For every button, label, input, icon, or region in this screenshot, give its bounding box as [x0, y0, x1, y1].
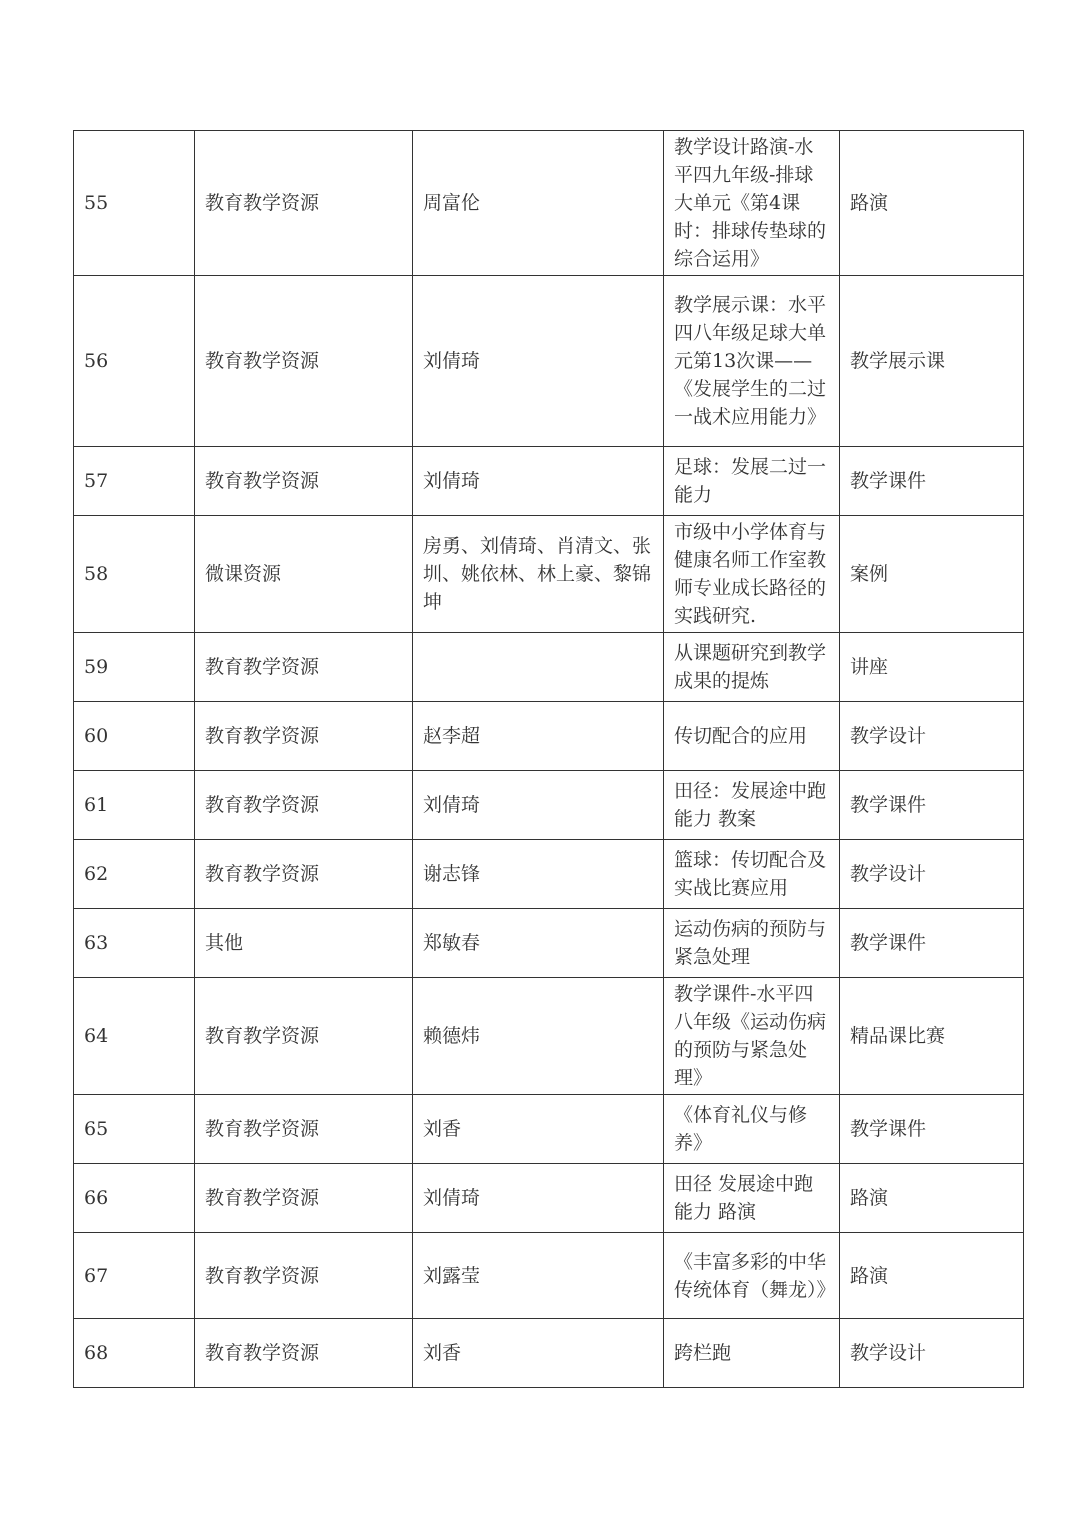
- resource-table: [73, 130, 1024, 1388]
- cell-number: 65: [74, 1095, 195, 1164]
- cell-type: 教学课件: [840, 909, 1024, 978]
- cell-author: 房勇、刘倩琦、肖清文、张圳、姚依林、林上豪、黎锦坤: [413, 516, 664, 633]
- cell-author: 郑敏春: [413, 909, 664, 978]
- table-row: [74, 909, 1024, 978]
- cell-author: 刘香: [413, 1095, 664, 1164]
- cell-category: 教育教学资源: [195, 1095, 413, 1164]
- cell-type: 路演: [840, 1164, 1024, 1233]
- cell-category: 教育教学资源: [195, 633, 413, 702]
- cell-number: 61: [74, 771, 195, 840]
- cell-number: 58: [74, 516, 195, 633]
- table-row: [74, 771, 1024, 840]
- cell-type: 路演: [840, 1233, 1024, 1319]
- cell-number: 62: [74, 840, 195, 909]
- cell-type: 路演: [840, 131, 1024, 276]
- cell-number: 60: [74, 702, 195, 771]
- cell-number: 68: [74, 1319, 195, 1388]
- cell-number: 59: [74, 633, 195, 702]
- cell-author: 刘倩琦: [413, 771, 664, 840]
- cell-type: 教学课件: [840, 447, 1024, 516]
- cell-title: 教学设计路演-水平四九年级-排球大单元《第4课时：排球传垫球的综合运用》: [664, 131, 840, 276]
- cell-category: 教育教学资源: [195, 276, 413, 447]
- cell-title: 传切配合的应用: [664, 702, 840, 771]
- cell-type: 教学课件: [840, 771, 1024, 840]
- cell-number: 56: [74, 276, 195, 447]
- cell-title: 《丰富多彩的中华传统体育（舞龙）》: [664, 1233, 840, 1319]
- cell-type: 教学设计: [840, 840, 1024, 909]
- cell-category: 教育教学资源: [195, 447, 413, 516]
- cell-category: 教育教学资源: [195, 1319, 413, 1388]
- cell-category: 教育教学资源: [195, 840, 413, 909]
- table-row: [74, 447, 1024, 516]
- cell-category: 微课资源: [195, 516, 413, 633]
- cell-number: 64: [74, 978, 195, 1095]
- cell-title: 篮球：传切配合及实战比赛应用: [664, 840, 840, 909]
- cell-category: 教育教学资源: [195, 978, 413, 1095]
- cell-type: 讲座: [840, 633, 1024, 702]
- table-row: [74, 516, 1024, 633]
- cell-title: 市级中小学体育与健康名师工作室教师专业成长路径的实践研究.: [664, 516, 840, 633]
- table-row: [74, 1319, 1024, 1388]
- cell-author: 刘倩琦: [413, 1164, 664, 1233]
- cell-number: 63: [74, 909, 195, 978]
- table-row: [74, 840, 1024, 909]
- cell-category: 教育教学资源: [195, 771, 413, 840]
- cell-author: 刘倩琦: [413, 447, 664, 516]
- cell-author: 刘倩琦: [413, 276, 664, 447]
- cell-type: 教学设计: [840, 1319, 1024, 1388]
- cell-title: 足球：发展二过一能力: [664, 447, 840, 516]
- cell-author: [413, 633, 664, 702]
- cell-type: 案例: [840, 516, 1024, 633]
- cell-author: 刘香: [413, 1319, 664, 1388]
- cell-category: 教育教学资源: [195, 702, 413, 771]
- cell-number: 55: [74, 131, 195, 276]
- cell-category: 教育教学资源: [195, 1164, 413, 1233]
- cell-title: 教学课件-水平四八年级《运动伤病的预防与紧急处理》: [664, 978, 840, 1095]
- cell-category: 教育教学资源: [195, 1233, 413, 1319]
- table-row: [74, 702, 1024, 771]
- cell-title: 运动伤病的预防与紧急处理: [664, 909, 840, 978]
- cell-title: 《体育礼仪与修养》: [664, 1095, 840, 1164]
- cell-type: 教学设计: [840, 702, 1024, 771]
- table-row: [74, 1095, 1024, 1164]
- table-row: [74, 1164, 1024, 1233]
- table-row: [74, 1233, 1024, 1319]
- cell-title: 教学展示课：水平四八年级足球大单元第13次课——《发展学生的二过一战术应用能力》: [664, 276, 840, 447]
- table-row: [74, 633, 1024, 702]
- cell-number: 57: [74, 447, 195, 516]
- cell-author: 赖德炜: [413, 978, 664, 1095]
- cell-type: 精品课比赛: [840, 978, 1024, 1095]
- cell-author: 谢志锋: [413, 840, 664, 909]
- table-row: [74, 276, 1024, 447]
- cell-author: 赵李超: [413, 702, 664, 771]
- cell-number: 66: [74, 1164, 195, 1233]
- cell-category: 其他: [195, 909, 413, 978]
- cell-type: 教学展示课: [840, 276, 1024, 447]
- table-row: [74, 131, 1024, 276]
- cell-title: 田径：发展途中跑能力 教案: [664, 771, 840, 840]
- cell-category: 教育教学资源: [195, 131, 413, 276]
- cell-title: 从课题研究到教学成果的提炼: [664, 633, 840, 702]
- cell-number: 67: [74, 1233, 195, 1319]
- cell-author: 刘露莹: [413, 1233, 664, 1319]
- cell-author: 周富伦: [413, 131, 664, 276]
- table-row: [74, 978, 1024, 1095]
- cell-type: 教学课件: [840, 1095, 1024, 1164]
- cell-title: 田径 发展途中跑能力 路演: [664, 1164, 840, 1233]
- cell-title: 跨栏跑: [664, 1319, 840, 1388]
